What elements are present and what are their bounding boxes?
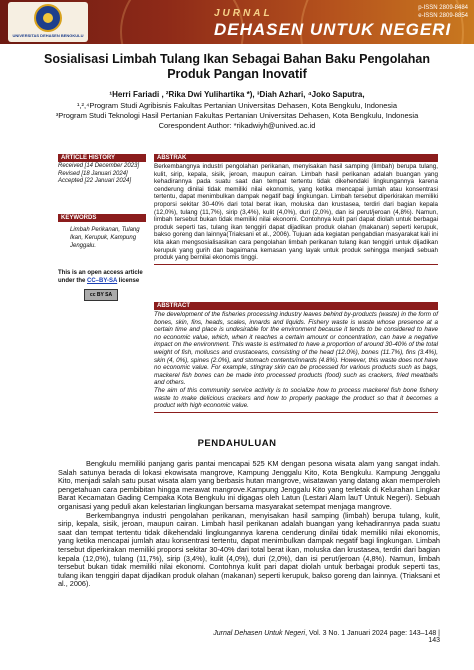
author-list: ¹Herri Fariadi , ²Rika Dwi Yulihartika *), ³Diah Azhari, ⁴Joko Saputra, <box>109 90 365 99</box>
issn-online: e-ISSN 2809-8854 <box>418 13 468 19</box>
abstract-block <box>154 302 438 413</box>
footer-journal: Jurnal Dehasen Untuk Negeri <box>213 630 306 637</box>
accepted-date: Accepted [22 Januari 2024] <box>58 178 132 184</box>
affiliations <box>40 101 434 131</box>
revised-date: Revised [18 Januari 2024] <box>58 170 128 177</box>
journal-name: DEHASEN UNTUK NEGERI <box>214 20 452 39</box>
open-access-note <box>58 270 150 285</box>
section-body <box>58 460 440 589</box>
affiliation-1: ¹,²,⁴Program Studi Agribisnis Fakultas Pertanian Universitas Dehasen, Kota Bengkulu, Indonesia <box>76 101 398 110</box>
license-link[interactable]: CC–BY-SA <box>87 277 118 284</box>
received-date: Received [14 December 2023] <box>58 163 140 169</box>
keywords-block <box>58 214 146 250</box>
university-logo <box>8 2 88 42</box>
divider <box>154 264 438 265</box>
abstract-label: ABSTRACT <box>154 302 438 310</box>
logo-text: UNIVERSITAS DEHASEN BENGKULU <box>12 33 84 38</box>
paragraph: Berkembangnya industri pengolahan perikanan, menyisakan hasil samping (limbah) berupa tulang, kulit, sirip, kepala, sisik, jeroan, maupun cairan. Limbah hasil perikanan adalah buangan yang kehadirannya pada suatu saat dan tempat tertentu tidak dikehendaki lingkungannya karena cenderung dinilai tidak memiliki nilai ekonomis, yang ketika mencapai jumlah atau konsentrasi tertentu, dapat menimbulkan dampak negatif bagi lingkungan. Limbah tersebut diperkirakan memiliki proporsi sekitar 30-40% dari total berat ikan, moluska dan krustasea, terdiri dari bagian kepala (12,0%), tulang (11,7%), sirip (3,4%), kulit (4,0%), duri (2,0%), dan isi perut/jeroan (4,8%). Namun, limbah tersebut bukan tidak memiliki nilai ekonomi. Contohnya kulit pari dapat diolah untuk berbagai produk seperti tas, tulang ikan tenggiri dapat dijadikan produk olahan (makanan) seperti kerupuk, bakso goreng dan lainnya. (Triaksani et al., 2006). <box>58 510 440 589</box>
abstrak-block <box>154 154 438 265</box>
page-footer <box>200 630 440 644</box>
cc-license-badge-icon[interactable]: cc BY SA <box>84 289 118 301</box>
article-title: Sosialisasi Limbah Tulang Ikan Sebagai Bahan Baku Pengolahan Produk Pangan Inovatif <box>44 52 430 81</box>
affiliation-2: ³Program Studi Teknologi Hasil Pertanian Fakultas Pertanian Universitas Dehasen, Kota Bengkulu, Indonesia <box>55 111 419 120</box>
divider <box>154 412 438 413</box>
article-history <box>58 154 146 186</box>
history-label: ARTICLE HISTORY <box>58 154 146 162</box>
abstract-text-aim: The aim of this community service activity is to socialize how to process mackerel fish bone fishery waste to make delicious crackers and how to properly package the product so that it becomes a product with high economic value. <box>154 386 438 410</box>
issn-print: p-ISSN 2809-8484 <box>418 5 468 11</box>
abstrak-label: ABSTRAK <box>154 154 438 162</box>
license-suffix: license <box>117 277 140 284</box>
journal-label: JURNAL <box>214 8 273 19</box>
corresponding-author: Corespondent Author: *rikadwiyh@unived.ac.id <box>158 121 316 130</box>
journal-banner <box>0 0 474 44</box>
open-access-text: This is an open access article under the <box>58 270 143 284</box>
paragraph: Bengkulu memiliki panjang garis pantai mencapai 525 KM dengan pesona wisata alam yang sangat indah. Salah satunya berada di lokasi ekowisata mangrove, Kampung Jenggalu Kito, Kota Bengkulu. Kampung Jenggalu Kito, menjadi salah satu pusat wisata alam yang berbasis hutan mangrove, wisatawan yang datang akan memperoleh pengetahuan cara pembibitan hingga merawat mangrove.Kampung Jenggalu Kito yang terletak di Kelurahan Lingkar Barat Kecamatan Gading Cempaka Kota Bengkulu ini digagas oleh Latun (Lestari Alam lauT Untuk Negeri). Sebuah organisasi yang peduli akan kelestarian lingkungan bersama masyarakat setempat menjaga mangrove. <box>58 459 440 511</box>
keywords-label: KEYWORDS <box>58 214 146 222</box>
section-heading: PENDAHULUAN <box>197 438 277 449</box>
abstrak-text: Berkembangnya industri pengolahan perikanan, menyisakan hasil samping (limbah) berupa tulang, kulit, sirip, kepala, sisik, jeroan, maupun cairan. Limbah hasil perikanan adalah buangan yang kehadirannya pada suatu saat dan tempat tertentu tidak dikehendaki lingkungannya karena cenderung dinilai tidak memiliki nilai ekonomis, yang ketika mencapai jumlah atau konsentrasi tertentu, dapat menimbulkan dampak negatif bagi lingkungan. Limbah tersebut diperkirakan memiliki proporsi sekitar 30-40% dari total berat ikan, moluska dan krustasea, terdiri dari bagian kepala (12,0%), tulang (11,7%), sirip (3,4%), kulit (4,0%), duri (2,0%), dan isi perut/jeroan (4,8%). Namun, limbah tersebut bukan tidak memiliki nilai ekonomi. Contohnya kulit pari dapat diolah untuk berbagai produk seperti tas, tulang ikan tenggiri dapat dijadikan produk olahan (makanan) seperti kerupuk, bakso goreng dan lainnya(Triaksani et al., 2006). Tujuan ada kegiatan pengabdian masyarakat kali ini kita akan mengsosialisasikan cara pengolahan limbah perikanan tulang ikan tenggiri untuk dijadikan kerupuk yang gurih dan bagaimana kemasan yang layak untuk produk sehingga menjadi sebuah produk yang bernilai ekonomis tinggi. <box>154 163 438 262</box>
footer-citation: , Vol. 3 No. 1 Januari 2024 page: 143–148 | 143 <box>305 630 440 644</box>
issn-block <box>418 4 468 20</box>
abstract-text: The development of the fisheries processing industry leaves behind by-products (waste) in the form of bones, skin, fins, heads, scales, innards and liquids. Fishery waste is waste whose presence at a certain time and place is undesirable for the environment because it tends to be considered to have no economic value, which, when it reaches a certain amount or concentration, can have a negative impact on the environment. This waste is estimated to have a proportion of around 30-40% of the total weight of fish, molluscs and crustaceans, consisting of the head (12.0%), bones (11.7%), fins (3.4%), skin (4, 0%), spines (2.0%), and stomach contents/innards (4.8%). However, this waste does not have no economic value. For example, stingray skin can be processed for various products such as bags, mackerel fish bones can be made into processed products (food) such as crackers, fried meatballs and others. <box>154 311 438 387</box>
logo-emblem-icon <box>34 4 62 32</box>
keywords-text: Limbah Perikanan, Tulang Ikan, Kerupuk, Kampung Jenggalu. <box>70 227 140 249</box>
